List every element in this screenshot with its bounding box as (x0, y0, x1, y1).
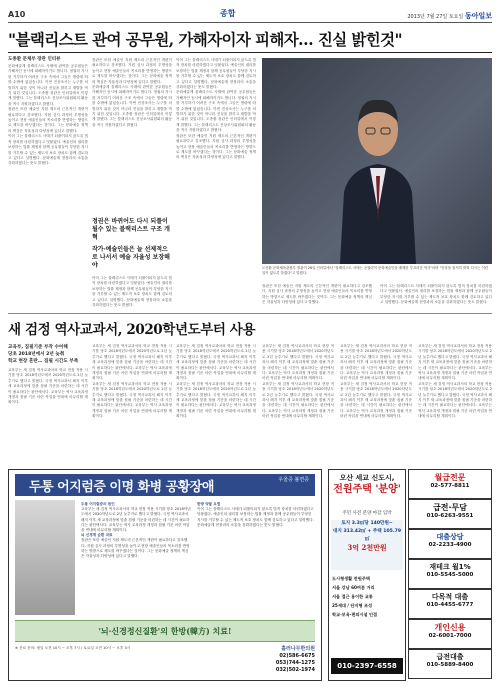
lot-total: 3억 2천만원 (347, 543, 387, 552)
article2-col5-text: 교육부는 새 검정 역사교과서의 학교 현장 적용 시기를 당초 2018학년도에서 2020학년도로 2년 늦추기로 했다고 밝혔다. 국정 역사교과서 폐지 이후 새 교육과정에 맞춘 집필 기준을 마련하는 데 시간이 필요하다는 판단에서다. 교육부는 역사 교육과정 개정과 집필 기준 마련 작업을 연내에 마무리할 계획이다. (340, 344, 412, 381)
article2-col4-text-cont: 교육부는 새 검정 역사교과서의 학교 현장 적용 시기를 당초 2018학년도에서 2020학년도로 2년 늦추기로 했다고 밝혔다. 국정 역사교과서 폐지 이후 새 교육과정에 맞춘 집필 기준을 마련하는 데 시간이 필요하다는 판단에서다. 교육부는 역사 교육과정 개정과 집필 기준 마련 작업을 연내에 마무리할 계획이다. (262, 381, 334, 419)
classified-ad-6-title: 개인신용 (434, 622, 466, 632)
article2-col6-text-cont: 교육부는 새 검정 역사교과서의 학교 현장 적용 시기를 당초 2018학년도에서 2020학년도로 2년 늦추기로 했다고 밝혔다. 국정 역사교과서 폐지 이후 새 교육과정에 맞춘 집필 기준을 마련하는 데 시간이 필요하다는 판단에서다. 교육부는 역사 교육과정 개정과 집필 기준 마련 작업을 연내에 마무리할 계획이다. (418, 381, 492, 419)
article1-headline: "블랙리스트 관여 공무원, 가해자이자 피해자… 진실 밝힌것" (8, 30, 403, 49)
feature-2: 서울 강남 60여분 거리 (332, 585, 375, 590)
feature-5: 학교·보육·편의시설 인접 (332, 612, 378, 617)
article2-col3-text: 교육부는 새 검정 역사교과서의 학교 현장 적용 시기를 당초 2018학년도에서 2020학년도로 2년 늦추기로 했다고 밝혔다. 국정 역사교과서 폐지 이후 새 교육과정에 맞춘 집필 기준을 마련하는 데 시간이 필요하다는 판단에서다. 교육부는 역사 교육과정 개정과 집필 기준 마련 작업을 연내에 마무리할 계획이다. (176, 344, 256, 381)
article2-subhead-3: 학교 현장 혼란… 집필 시간도 부족 (8, 359, 79, 364)
clinic-phones (215, 646, 315, 674)
article2-col3 (176, 344, 256, 462)
feature-3: 서울 접근 용이한 교통 (332, 594, 373, 599)
article2-col1 (8, 368, 88, 462)
person-illustration (330, 72, 426, 264)
article1-col2-text: 장관은 또한 예술인 지원 제도의 근본적인 개편이 필요하다고 강조했다. 지원 심사 과정의 투명성을 높이고 현장 예술인들의 목소리를 반영하는 방향으로 제도를 바꾸겠다는 것이다. 그는 문화예술 정책의 핵심은 자율성과 다양성에 있다고 말했다. (92, 58, 172, 84)
clinic-ad-body-1: 교육부는 새 검정 역사교과서의 학교 현장 적용 시기를 당초 2018학년도에서 2020학년도로 2년 늦추기로 했다고 밝혔다. 국정 역사교과서 폐지 이후 새 교육과정에 맞춘 집필 기준을 마련하는 데 시간이 필요하다는 판단에서다. 교육부는 역사 교육과정 개정과 집필 기준 마련 작업을 연내에 마무리할 계획이다. (81, 507, 191, 533)
article1-col1-text-cont: 장관은 또한 예술인 지원 제도의 근본적인 개편이 필요하다고 강조했다. 지원 심사 과정의 투명성을 높이고 현장 예술인들의 목소리를 반영하는 방향으로 제도를 바꾸겠다는 것이다. 그는 문화예술 정책의 핵심은 자율성과 다양성에 있다고 말했다. (8, 107, 88, 133)
article1-col3-text: 이어 그는 블랙리스트 사태가 되풀이되지 않도록 법적 장치를 마련하겠다고 덧붙였다. 예술인의 권리를 보장하는 법률 제정과 함께 공무원들이 부당한 지시를 거부할 수 있는 제도적 보호 장치도 함께 검토하고 있다고 설명했다. 문화예술계 현장과의 소통을 강화하겠다는 뜻도 밝혔다. (176, 58, 256, 90)
classified-ad-3-title: 대출상담 (436, 533, 464, 541)
classified-ad-3-phone: 02-2233-4900 (428, 542, 472, 548)
clinic-point-3: 한방 약물 요법 (197, 502, 221, 506)
lot-size: 대지 313.42㎡ + 주택 105.79㎡ (332, 529, 402, 542)
issue-date: 2013년 7월 27일 토요일 (407, 14, 464, 20)
clinic-phone-2[interactable]: 053)744-1275 (275, 660, 315, 666)
article2-col6 (418, 344, 492, 462)
classified-ad-2-title: 급전·무담 (433, 503, 467, 512)
article2-subhead-1: 교육부, 집필기준 부작 수어해 (8, 345, 68, 350)
classified-ad-7-title: 급전대출 (436, 653, 464, 661)
article1-col1 (8, 64, 88, 310)
page-header (8, 6, 492, 23)
classified-ad-5-phone: 010-4455-6777 (426, 602, 474, 608)
article2-col1-text: 교육부는 새 검정 역사교과서의 학교 현장 적용 시기를 당초 2018학년도에서 2020학년도로 2년 늦추기로 했다고 밝혔다. 국정 역사교과서 폐지 이후 새 교육과정에 맞춘 집필 기준을 마련하는 데 시간이 필요하다는 판단에서다. 교육부는 역사 교육과정 개정과 집필 기준 마련 작업을 연내에 마무리할 계획이다. (8, 368, 88, 405)
feature-4: 25세대 / 단지형 조성 (332, 603, 373, 608)
paper-name: 동아일보 (464, 12, 492, 20)
clinic-ad-title: 두통 어지럼증 이명 화병 공황장애 (29, 480, 214, 495)
article2-col2 (92, 344, 172, 462)
article1-col1-text-cont2: 이어 그는 블랙리스트 사태가 되풀이되지 않도록 법적 장치를 마련하겠다고 덧붙였다. 예술인의 권리를 보장하는 법률 제정과 함께 공무원들이 부당한 지시를 거부할 수 있는 제도적 보호 장치도 함께 검토하고 있다고 설명했다. 문화예술계 현장과의 소통을 강화하겠다는 뜻도 밝혔다. (8, 134, 88, 166)
clinic-ad[interactable] (8, 469, 322, 681)
minister-photo (262, 58, 492, 264)
classified-ad-6-phone: 02-6001-7000 (428, 633, 472, 639)
article2-subhead-2: 당초 2018년에서 2년 늦춰 (8, 352, 65, 357)
realestate-phone[interactable]: 010-2397-6558 (331, 658, 403, 674)
article1-col2-text-cont: 문화예술계 블랙리스트 사태에 관여한 공무원들은 가해자인 동시에 피해자이기도 합니다. 정권의 지시를 거부하기 어려운 구조 속에서 그들은 명령에 따를 수밖에 없었습니다. 이번 진상조사는 누구를 처벌하기 위한 것이 아니라 진실을 밝히고 재발을 막기 위한 것입니다. 도종환 장관은 인터뷰에서 이렇게 말했다. 그는 블랙리스트 진상조사위원회의 활동을 적극 지원하겠다고 밝혔다. (92, 85, 172, 127)
classified-ad-2-phone: 010-6263-9551 (426, 513, 474, 519)
clinic-name: 흘러나무한의원 (281, 646, 315, 652)
clinic-ad-points-2 (197, 502, 315, 616)
article2-col2-text: 교육부는 새 검정 역사교과서의 학교 현장 적용 시기를 당초 2018학년도에서 2020학년도로 2년 늦추기로 했다고 밝혔다. 국정 역사교과서 폐지 이후 새 교육과정에 맞춘 집필 기준을 마련하는 데 시간이 필요하다는 판단에서다. 교육부는 역사 교육과정 개정과 집필 기준 마련 작업을 연내에 마무리할 계획이다. (92, 344, 172, 381)
subhead-2-text: 작가·예술인들은 늘 선제적으로 나서서 예술 자율성 보장해야 (92, 246, 170, 269)
classified-ad-2[interactable] (408, 499, 492, 529)
realestate-main: 전원주택 '분양' (333, 484, 401, 495)
clinic-ad-points (81, 502, 191, 616)
article2-col4 (262, 344, 334, 462)
article2-col4-text: 교육부는 새 검정 역사교과서의 학교 현장 적용 시기를 당초 2018학년도에서 2020학년도로 2년 늦추기로 했다고 밝혔다. 국정 역사교과서 폐지 이후 새 교육과정에 맞춘 집필 기준을 마련하는 데 시간이 필요하다는 판단에서다. 교육부는 역사 교육과정 개정과 집필 기준 마련 작업을 연내에 마무리할 계획이다. (262, 344, 334, 381)
lot-price: 토지 3.3㎡당 140만원~ (341, 521, 393, 526)
clinic-point-2: 뇌 신경계 순환 치료 (81, 533, 113, 538)
article1-col5-text: 이어 그는 블랙리스트 사태가 되풀이되지 않도록 법적 장치를 마련하겠다고 덧붙였다. 예술인의 권리를 보장하는 법률 제정과 함께 공무원들이 부당한 지시를 거부할 수 있는 제도적 보호 장치도 함께 검토하고 있다고 설명했다. 문화예술계 현장과의 소통을 강화하겠다는 뜻도 밝혔다. (380, 284, 492, 305)
feature-1: 도시형생활 전원주택 (332, 576, 370, 581)
classified-ad-5-title: 다목적 대출 (431, 593, 469, 601)
realestate-lot-info (331, 520, 403, 570)
clinic-ad-body-2: 장관은 또한 예술인 지원 제도의 근본적인 개편이 필요하다고 강조했다. 지원 심사 과정의 투명성을 높이고 현장 예술인들의 목소리를 반영하는 방향으로 제도를 바꾸겠다는 것이다. 그는 문화예술 정책의 핵심은 자율성과 다양성에 있다고 말했다. (81, 538, 190, 559)
article1-col2 (92, 58, 172, 214)
section-divider (8, 313, 492, 314)
article1-col3-text-cont: 문화예술계 블랙리스트 사태에 관여한 공무원들은 가해자인 동시에 피해자이기도 합니다. 정권의 지시를 거부하기 어려운 구조 속에서 그들은 명령에 따를 수밖에 없었습니다. 이번 진상조사는 누구를 처벌하기 위한 것이 아니라 진실을 밝히고 재발을 막기 위한 것입니다. 도종환 장관은 인터뷰에서 이렇게 말했다. 그는 블랙리스트 진상조사위원회의 활동을 적극 지원하겠다고 밝혔다. (176, 90, 256, 133)
doctor-photo (15, 500, 75, 615)
classified-ad-4[interactable] (408, 559, 492, 589)
article1-col5 (380, 284, 492, 310)
classified-ad-1-phone: 02-577-8811 (430, 483, 470, 489)
article1-col2-lower-text: 이어 그는 블랙리스트 사태가 되풀이되지 않도록 법적 장치를 마련하겠다고 덧붙였다. 예술인의 권리를 보장하는 법률 제정과 함께 공무원들이 부당한 지시를 거부할 수 있는 제도적 보호 장치도 함께 검토하고 있다고 설명했다. 문화예술계 현장과의 소통을 강화하겠다는 뜻도 밝혔다. (92, 276, 172, 308)
clinic-ad-footer-text: ※ 진료 문의: 평일 오전 10시 ~ 오후 7시 / 토요일 오전 10시 ~ 오후 3시 (15, 646, 131, 650)
article2-headline: 새 검정 역사교과서, 2020학년도부터 사용 (8, 322, 256, 338)
classified-ad-1-title: 월급전문 (434, 472, 466, 482)
clinic-ad-banner (15, 620, 315, 642)
headline-rule (8, 52, 492, 53)
clinic-ad-side-tag: 우울증 불면증 (278, 477, 309, 483)
article2-col5 (340, 344, 412, 462)
clinic-ad-body-3: 이어 그는 블랙리스트 사태가 되풀이되지 않도록 법적 장치를 마련하겠다고 덧붙였다. 예술인의 권리를 보장하는 법률 제정과 함께 공무원들이 부당한 지시를 거부할 수 있는 제도적 보호 장치도 함께 검토하고 있다고 설명했다. 문화예술계 현장과의 소통을 강화하겠다는 뜻도 밝혔다. (197, 507, 314, 527)
realestate-ad[interactable] (328, 469, 406, 681)
realestate-sub: 주민 사전 분양 마감 임박 (342, 511, 392, 516)
article1-col4 (262, 284, 372, 310)
article1-subhead-2 (92, 246, 172, 270)
classified-ad-1[interactable] (408, 469, 492, 499)
article2-subheads (8, 344, 88, 365)
clinic-ad-banner-text: '뇌·신경정신질환'의 한방(韓方) 치료! (98, 626, 232, 636)
article2-col5-text-cont: 교육부는 새 검정 역사교과서의 학교 현장 적용 시기를 당초 2018학년도에서 2020학년도로 2년 늦추기로 했다고 밝혔다. 국정 역사교과서 폐지 이후 새 교육과정에 맞춘 집필 기준을 마련하는 데 시간이 필요하다는 판단에서다. 교육부는 역사 교육과정 개정과 집필 기준 마련 작업을 연내에 마무리할 계획이다. (340, 381, 412, 419)
classified-ad-5[interactable] (408, 589, 492, 619)
classified-ad-4-phone: 010-5545-5000 (426, 572, 474, 578)
article2-col3-text-cont: 교육부는 새 검정 역사교과서의 학교 현장 적용 시기를 당초 2018학년도에서 2020학년도로 2년 늦추기로 했다고 밝혔다. 국정 역사교과서 폐지 이후 새 교육과정에 맞춘 집필 기준을 마련하는 데 시간이 필요하다는 판단에서다. 교육부는 역사 교육과정 개정과 집필 기준 마련 작업을 연내에 마무리할 계획이다. (176, 381, 256, 419)
section-label: 종합 (220, 9, 236, 18)
realestate-top: 오산 세교 신도시, (339, 474, 395, 482)
issue-info (407, 11, 492, 21)
classified-ad-7-phone: 010-5889-8400 (426, 662, 474, 668)
realestate-features (332, 574, 402, 619)
article2-col6-text: 교육부는 새 검정 역사교과서의 학교 현장 적용 시기를 당초 2018학년도에서 2020학년도로 2년 늦추기로 했다고 밝혔다. 국정 역사교과서 폐지 이후 새 교육과정에 맞춘 집필 기준을 마련하는 데 시간이 필요하다는 판단에서다. 교육부는 역사 교육과정 개정과 집필 기준 마련 작업을 연내에 마무리할 계획이다. (418, 344, 492, 381)
article1-col2-lower (92, 276, 172, 310)
article1-byline: 도종환 문체부 장관 인터뷰 (8, 57, 61, 62)
classified-ad-4-title: 재테크 월1% (429, 563, 471, 571)
clinic-phone-3[interactable]: 032)502-1974 (275, 667, 315, 673)
photo-caption: 도종환 문화체육관광부 장관이 26일 인터뷰에서 "블랙리스트 사태는 공권력이 문화예술인을 배제한 부끄러운 역사"라며 "진상을 철저히 밝혀 다시는 이런 일이 없도록 하겠다"고 말했다. (262, 266, 489, 275)
classified-ad-6[interactable] (408, 619, 492, 649)
page-number: A10 (8, 10, 26, 19)
clinic-ad-title-bar (15, 474, 315, 496)
article1-col1-text: 문화예술계 블랙리스트 사태에 관여한 공무원들은 가해자인 동시에 피해자이기도 합니다. 정권의 지시를 거부하기 어려운 구조 속에서 그들은 명령에 따를 수밖에 없었습니다. 이번 진상조사는 누구를 처벌하기 위한 것이 아니라 진실을 밝히고 재발을 막기 위한 것입니다. 도종환 장관은 인터뷰에서 이렇게 말했다. 그는 블랙리스트 진상조사위원회의 활동을 적극 지원하겠다고 밝혔다. (8, 64, 88, 106)
article1-col3-text-cont2: 장관은 또한 예술인 지원 제도의 근본적인 개편이 필요하다고 강조했다. 지원 심사 과정의 투명성을 높이고 현장 예술인들의 목소리를 반영하는 방향으로 제도를 바꾸겠다는 것이다. 그는 문화예술 정책의 핵심은 자율성과 다양성에 있다고 말했다. (176, 133, 256, 160)
article2-col2-text-cont: 교육부는 새 검정 역사교과서의 학교 현장 적용 시기를 당초 2018학년도에서 2020학년도로 2년 늦추기로 했다고 밝혔다. 국정 역사교과서 폐지 이후 새 교육과정에 맞춘 집필 기준을 마련하는 데 시간이 필요하다는 판단에서다. 교육부는 역사 교육과정 개정과 집필 기준 마련 작업을 연내에 마무리할 계획이다. (92, 381, 172, 419)
article1-col3 (176, 58, 256, 310)
classified-ad-7[interactable] (408, 649, 492, 679)
subhead-1-text: 정권은 바뀌어도 다시 되풀이될수 있는 블랙리스트 구조 개혁 (92, 218, 170, 241)
article1-col4-text: 장관은 또한 예술인 지원 제도의 근본적인 개편이 필요하다고 강조했다. 지원 심사 과정의 투명성을 높이고 현장 예술인들의 목소리를 반영하는 방향으로 제도를 바꾸겠다는 것이다. 그는 문화예술 정책의 핵심은 자율성과 다양성에 있다고 말했다. (262, 284, 372, 305)
article1-subhead-1 (92, 218, 172, 242)
clinic-phone-1[interactable]: 02)586-6675 (279, 653, 315, 659)
classified-ad-3[interactable] (408, 529, 492, 559)
classified-ads (408, 469, 492, 679)
clinic-point-1: 두통 어지럼증의 원인 (81, 502, 115, 506)
